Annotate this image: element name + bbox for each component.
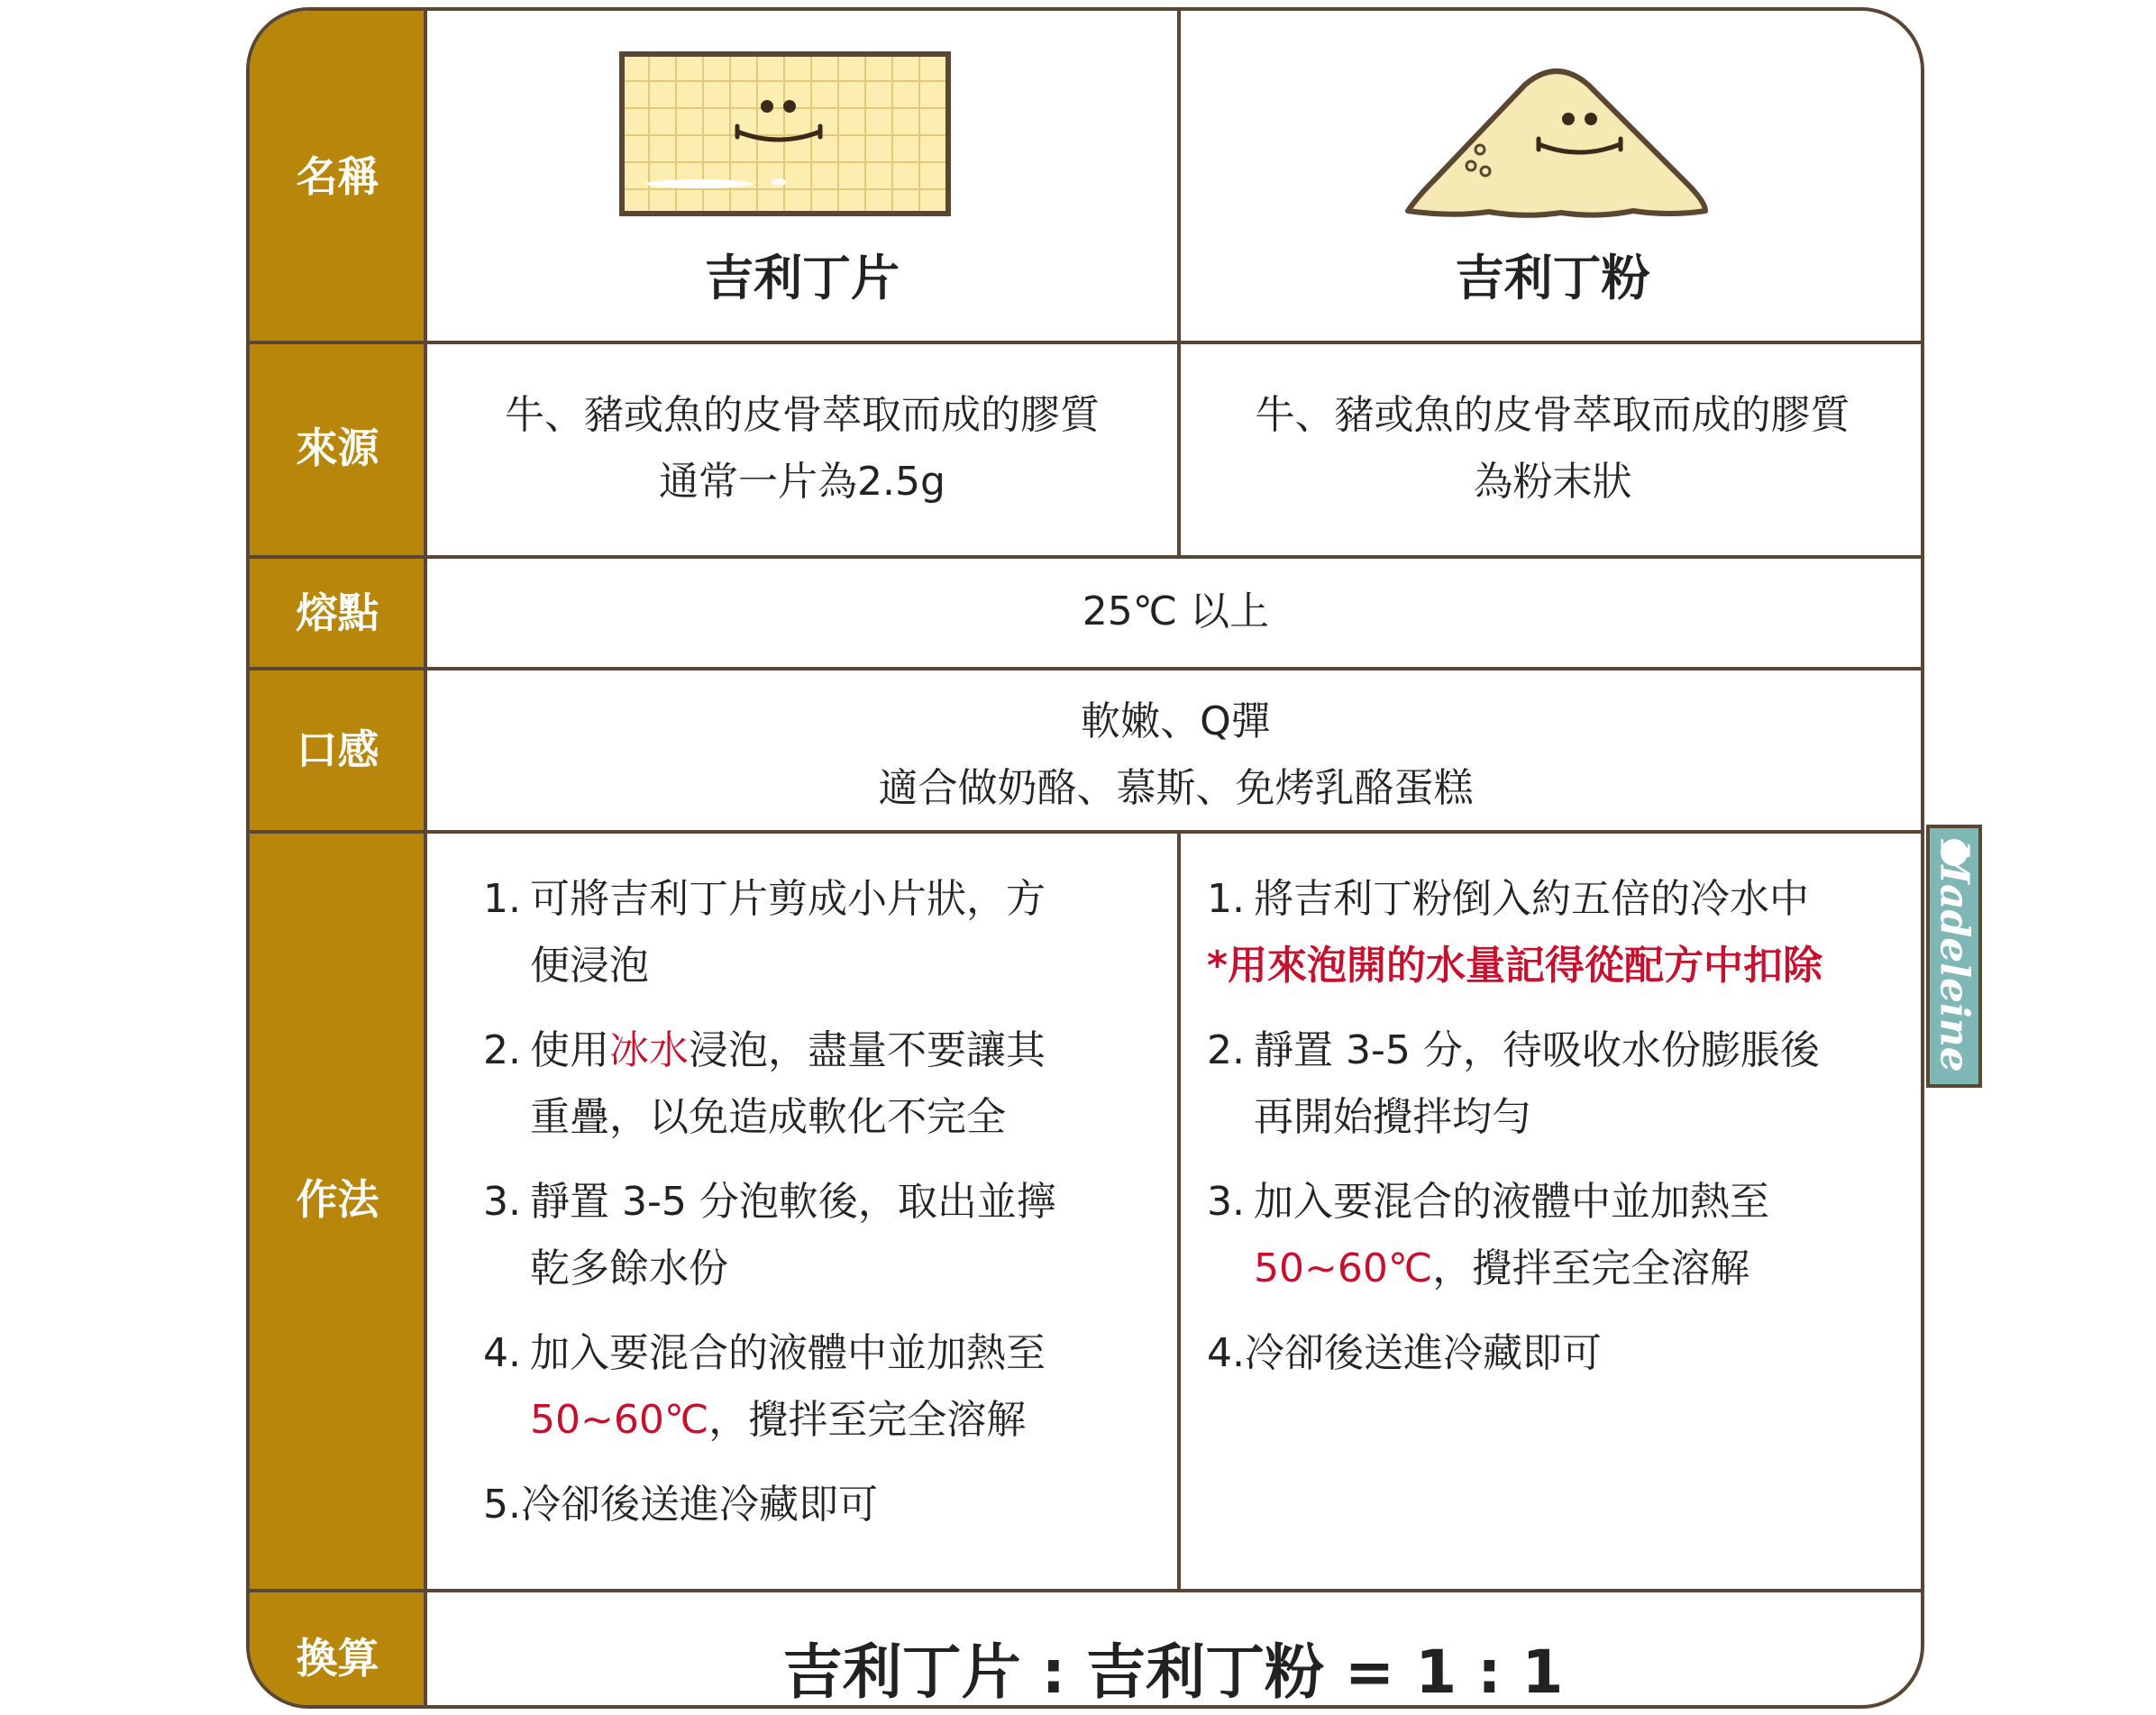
- powder-steps: [1207, 866, 1919, 1405]
- sheet-step-2: 2. 使用冰水浸泡，盡量不要讓其 重疊，以免造成軟化不完全: [483, 1027, 1046, 1140]
- gelatin-powder-illustration: [1399, 40, 1714, 220]
- gelatin-sheet-illustration: [618, 50, 952, 217]
- powder-step-4: 4.冷卻後送進冷藏即可: [1207, 1330, 1602, 1376]
- sheet-steps: [483, 866, 1168, 1556]
- label-method: 作法: [296, 1175, 379, 1224]
- brand-tab-text: Madeleine: [1931, 840, 1978, 1072]
- powder-step-1-note: *用來泡開的水量記得從配方中扣除: [1207, 943, 1823, 989]
- sheet-step-1: 1. 可將吉利丁片剪成小片狀，方 便浸泡: [483, 876, 1046, 989]
- row-divider: [250, 341, 1921, 344]
- highlight-temperature: 50~60℃: [1254, 1245, 1433, 1291]
- sheet-source-line1: 牛、豬或魚的皮骨萃取而成的膠質: [505, 392, 1100, 438]
- powder-step-2: 2. 靜置 3-5 分，待吸收水份膨脹後 再開始攪拌均勻: [1207, 1027, 1820, 1140]
- powder-step-3: 3. 加入要混合的液體中並加熱至 50~60℃，攪拌至完全溶解: [1207, 1179, 1769, 1291]
- texture: [427, 689, 1924, 822]
- row-divider: [250, 555, 1921, 559]
- powder-source-line2: 為粉末狀: [1473, 459, 1632, 505]
- powder-step-1: 1. 將吉利丁粉倒入約五倍的冷水中 *用來泡開的水量記得從配方中扣除: [1207, 866, 1919, 999]
- label-texture: 口感: [296, 725, 379, 774]
- column-divider: [1177, 830, 1181, 1592]
- powder-name: 吉利丁粉: [1455, 250, 1650, 306]
- texture-line2: 適合做奶酪、慕斯、免烤乳酪蛋糕: [878, 765, 1474, 811]
- label-melting: 熔點: [296, 588, 379, 637]
- comparison-card: [246, 7, 1924, 1709]
- highlight-temperature: 50~60℃: [530, 1397, 709, 1443]
- sheet-step-3: 3. 靜置 3-5 分泡軟後，取出並擰 乾多餘水份: [483, 1179, 1056, 1291]
- label-source: 來源: [296, 424, 379, 472]
- label-column: [250, 11, 425, 1705]
- melting-point: 25℃ 以上: [1082, 588, 1270, 634]
- sheet-step-4: 4. 加入要混合的液體中並加熱至 50~60℃，攪拌至完全溶解: [483, 1330, 1046, 1443]
- label-name: 名稱: [296, 152, 379, 201]
- sheet-source-line2: 通常一片為2.5g: [659, 459, 946, 505]
- label-conversion: 換算: [296, 1634, 379, 1683]
- highlight-ice-water: 冰水: [609, 1027, 689, 1073]
- brand-tab: [1926, 825, 1982, 1088]
- row-divider: [250, 830, 1921, 834]
- row-divider: [250, 1589, 1921, 1592]
- sheet-step-5: 5.冷卻後送進冷藏即可: [483, 1482, 878, 1528]
- sheet-name: 吉利丁片: [705, 250, 900, 306]
- texture-line1: 軟嫩、Q彈: [1081, 698, 1271, 744]
- powder-source-line1: 牛、豬或魚的皮骨萃取而成的膠質: [1255, 392, 1850, 438]
- sheet-source: [427, 382, 1177, 515]
- conversion-ratio: 吉利丁片 : 吉利丁粉 = 1 : 1: [782, 1637, 1564, 1707]
- powder-source: [1181, 382, 1924, 515]
- row-divider: [250, 667, 1921, 670]
